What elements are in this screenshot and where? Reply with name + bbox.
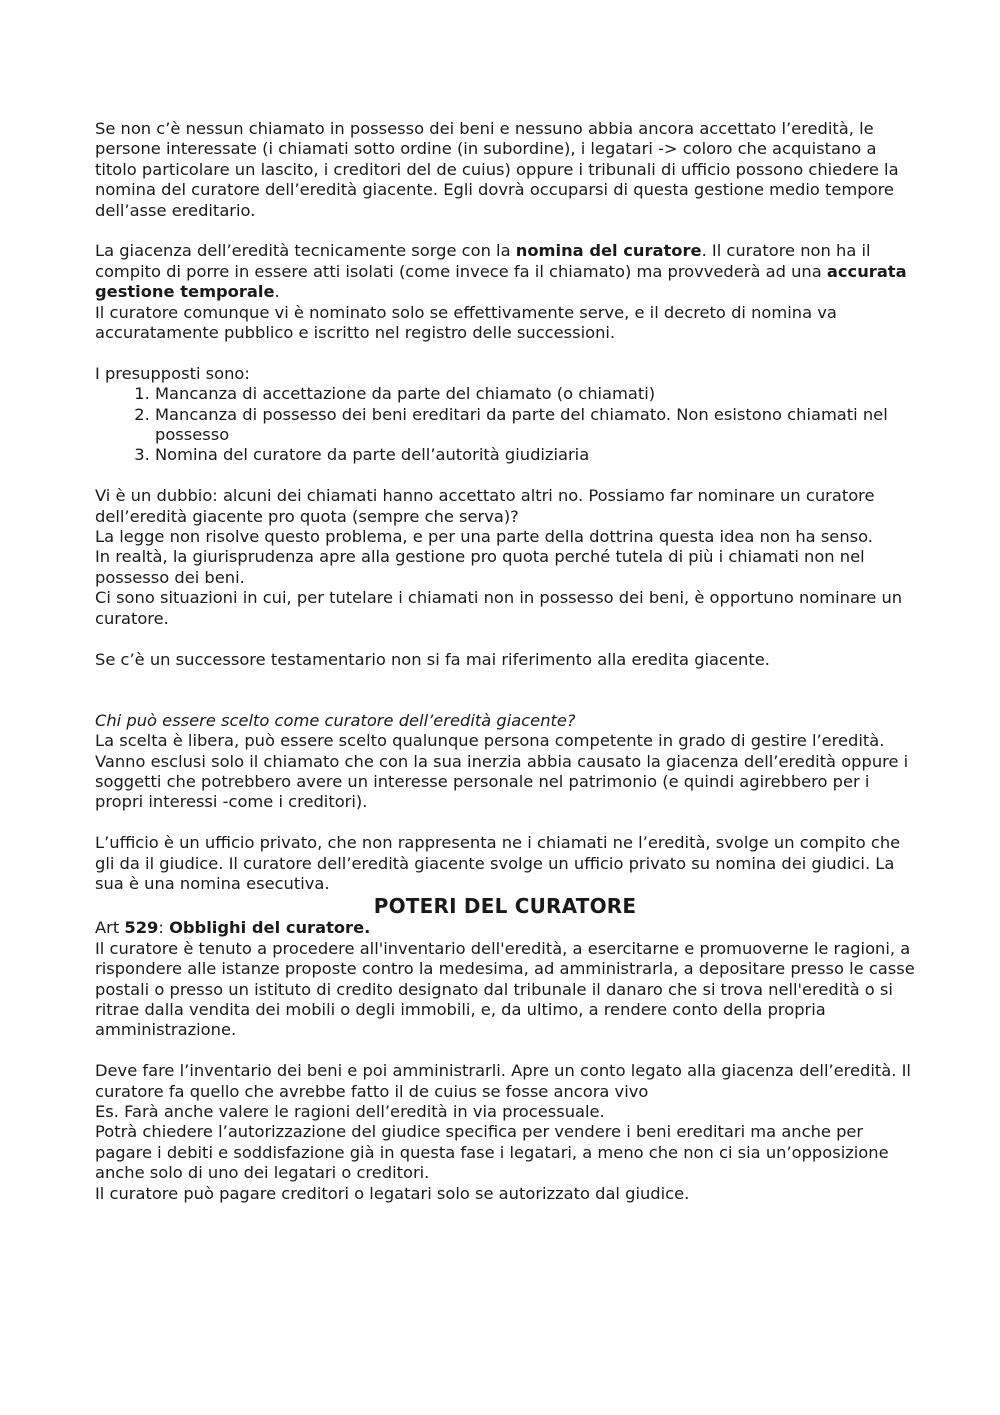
presupposti-intro: I presupposti sono: [95,363,250,383]
bold-gestione-temporale: accurata gestione temporale [95,261,907,302]
paragraph-giacenza: La giacenza dell’eredità tecnicamente sorge con la nomina del curatore. Il curatore non ha il compito di porre in essere atti isolati (come invece fa il chiamato) ma provvederà ad una accurata gestione temporale. [95,241,907,302]
paragraph-scelta: La scelta è libera, può essere scelto qualunque persona competente in grado di gestire l’eredità. Vanno esclusi solo il chiamato che con la sua inerzia abbia causato la giacenza dell’eredità oppure i soggetti che potrebbero avere un interesse personale nel patrimonio (e quindi agirebbero per i propri interessi -come i creditori). [95,731,909,812]
bold-nomina-curatore: nomina del curatore [515,241,702,261]
paragraph-legge: La legge non risolve questo problema, e per una parte della dottrina questa idea non ha senso. [95,527,873,547]
paragraph-ufficio: L’ufficio è un ufficio privato, che non rappresenta ne i chiamati ne l’eredità, svolge un compito che gli da il giudice. Il curatore dell’eredità giacente svolge un ufficio privato su nomina dei giudici. La sua è una nomina esecutiva. [95,833,901,893]
paragraph-curatore-richiesta: Se non c’è nessun chiamato in possesso dei beni e nessuno abbia ancora accettato l’eredità, le persone interessate (i chiamati sotto ordine (in subordine), i legatari -> coloro che acquistano a titolo particolare un lascito, i creditori del de cuius) oppure i tribunali di ufficio possono chiedere la nomina del curatore dell’eredità giacente. Egli dovrà occuparsi di questa gestione medio tempore dell’asse ereditario. [95,119,899,220]
paragraph-autorizzazione: Potrà chiedere l’autorizzazione del giudice specifica per vendere i beni ereditari ma anche per pagare i debiti e soddisfazione già in questa fase i legatari, a meno che non ci sia un’opposizione anche solo di uno dei legatari o creditori. [95,1122,889,1183]
paragraph-esempio: Es. Farà anche valere le ragioni dell’eredità in via processuale. [95,1101,605,1121]
paragraph-inventario: Deve fare l’inventario dei beni e poi amministrarli. Apre un conto legato alla giacenza dell’eredità. Il curatore fa quello che avrebbe fatto il de cuius se fosse ancora vivo [95,1061,911,1101]
paragraph-dubbio: Vi è un dubbio: alcuni dei chiamati hanno accettato altri no. Possiamo far nominare un curatore dell’eredità giacente pro quota (sempre che serva)? [95,486,875,526]
paragraph-pagamento: Il curatore può pagare creditori o legatari solo se autorizzato dal giudice. [95,1183,690,1203]
paragraph-successore: Se c’è un successore testamentario non si fa mai riferimento alla eredita giacente. [95,649,770,669]
paragraph-situazioni: Ci sono situazioni in cui, per tutelare i chiamati non in possesso dei beni, è opportuno nominare un curatore. [95,588,903,628]
paragraph-giurisprudenza: In realtà, la giurisprudenza apre alla gestione pro quota perché tutela di più i chiamati non nel possesso dei beni. [95,547,865,587]
list-item: 2. Mancanza di possesso dei beni ereditari da parte del chiamato. Non esistono chiamati nel possesso [155,405,915,446]
article-title: Art 529: Obblighi del curatore. [95,918,371,938]
document-page [95,119,915,1204]
paragraph-decreto-nomina: Il curatore comunque vi è nominato solo se effettivamente serve, e il decreto di nomina va accuratamente pubblico e iscritto nel registro delle successioni. [95,302,837,343]
list-item: 1. Mancanza di accettazione da parte del chiamato (o chiamati) [155,384,915,404]
article-text: Il curatore è tenuto a procedere all'inventario dell'eredità, a esercitarne e promuoverne le ragioni, a rispondere alle istanze proposte contro la medesima, ad amministrarla, a depositare presso le casse postali o presso un istituto di credito designato dal tribunale il danaro che si trova nell'eredità o si ritrae dalla vendita dei mobili o degli immobili, e, da ultimo, a rendere conto della propria amministrazione. [95,938,915,1040]
question-scelta-curatore: Chi può essere scelto come curatore dell’eredità giacente? [95,710,576,730]
section-heading: POTERI DEL CURATORE [373,894,637,919]
presupposti-list [95,384,915,466]
list-item: 3. Nomina del curatore da parte dell’autorità giudiziaria [155,445,915,465]
